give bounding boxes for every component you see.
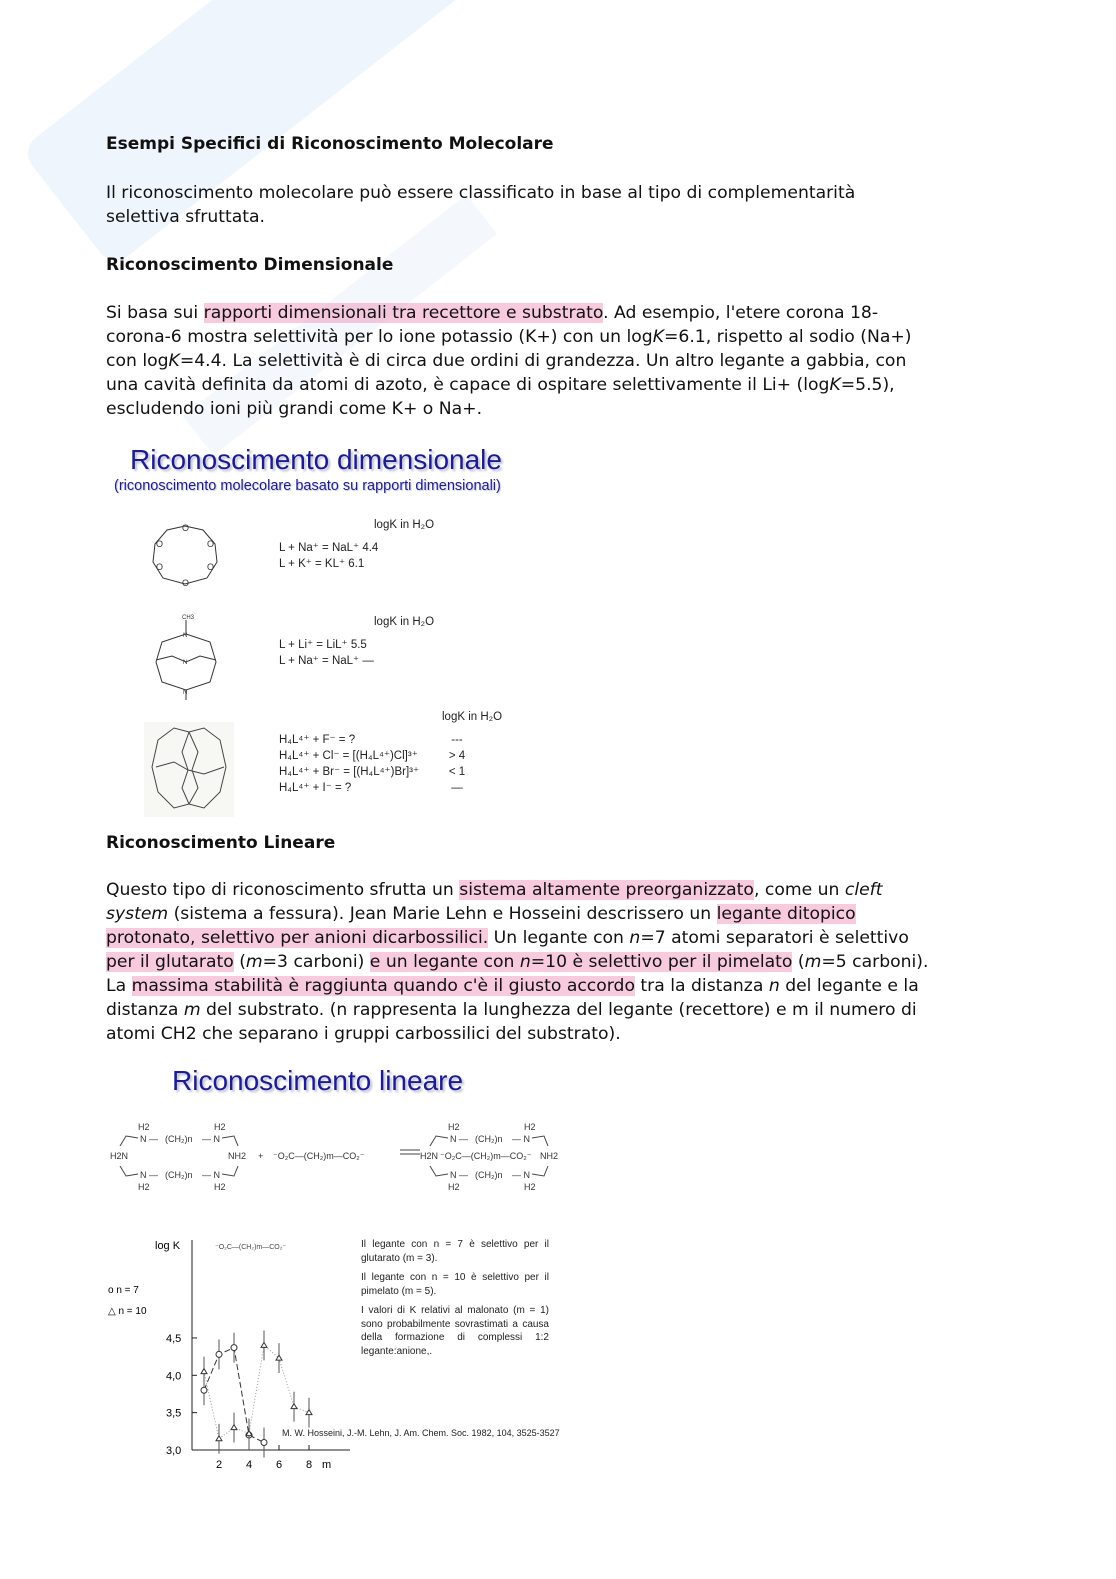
svg-text:O: O: [156, 539, 164, 549]
text-segment: del substrato. (n rappresenta la lunghezza del legante (recettore) e m il numero di: [200, 1000, 917, 1020]
page-title: Esempi Specifici di Riconoscimento Molecolare: [106, 134, 554, 154]
data-point-circle: [261, 1440, 267, 1446]
highlighted-text: per il glutarato: [106, 952, 234, 972]
legend-entry: o n = 7: [108, 1285, 139, 1296]
svg-text:H2: H2: [138, 1182, 150, 1192]
text-segment: La: [106, 976, 132, 996]
svg-text:H2: H2: [448, 1182, 460, 1192]
y-tick-label: 4,5: [166, 1332, 182, 1345]
crown-ether-structure: [145, 520, 225, 590]
text-line: [106, 950, 928, 974]
text-segment: Un legante con: [488, 928, 630, 948]
text-line: [106, 902, 928, 926]
logk-header: logK in H₂O: [442, 711, 503, 723]
text-segment: (: [792, 952, 805, 972]
highlighted-text: massima stabilità è raggiunta quando c'è il giusto accordo: [131, 976, 635, 996]
text-line: [106, 974, 928, 998]
svg-text:N: N: [183, 690, 188, 696]
svg-text:CH3: CH3: [182, 615, 195, 621]
svg-text:H2: H2: [214, 1182, 226, 1192]
linear-paragraph: [106, 878, 928, 1046]
cryptand-structure: [148, 612, 228, 702]
text-line: [106, 325, 912, 349]
text-line: Il riconoscimento molecolare può essere classificato in base al tipo di complementarità: [106, 183, 856, 203]
highlighted-text: sistema altamente preorganizzato: [459, 880, 754, 900]
plus-sign: +: [258, 1151, 264, 1161]
x-tick-label: 8: [306, 1459, 313, 1471]
text-segment: m: [183, 1000, 201, 1020]
y-tick-label: 4,0: [166, 1370, 182, 1383]
equation: L + Na⁺ = NaL⁺ 4.4: [279, 542, 379, 554]
svg-text:N: N: [183, 660, 188, 666]
text-segment: =5.5),: [840, 375, 895, 395]
data-point-triangle: [306, 1410, 312, 1415]
equation: L + Li⁺ = LiL⁺ 5.5: [279, 639, 367, 651]
chain-label: (CH₂)n: [165, 1134, 193, 1144]
text-segment: una cavità definita da atomi di azoto, è capace di ospitare selettivamente il Li+ (log: [106, 375, 830, 395]
note: I valori di K relativi al malonato (m = 1) sono probabilmente sovrastimati a causa della formazione di complessi 1:2 legante:anione,.: [361, 1305, 549, 1357]
data-point-circle: [201, 1387, 207, 1393]
highlighted-text: e un legante con: [369, 952, 520, 972]
chain-label: (CH₂)n: [475, 1134, 503, 1144]
text-segment: m: [804, 952, 822, 972]
y-axis-label: log K: [155, 1240, 181, 1252]
svg-text:H2: H2: [214, 1122, 226, 1132]
text-segment: n: [629, 928, 641, 948]
svg-text:O: O: [182, 578, 190, 588]
series-line: [204, 1345, 309, 1438]
text-segment: K: [829, 375, 841, 395]
note: Il legante con n = 10 è selettivo per il pimelato (m = 5).: [361, 1272, 549, 1297]
dimensional-paragraph: [106, 301, 912, 421]
svg-text:N —: N —: [450, 1170, 468, 1180]
note: Il legante con n = 7 è selettivo per il glutarato (m = 3).: [361, 1239, 549, 1264]
y-tick-label: 3,5: [166, 1407, 182, 1420]
slide-dimensional: [100, 440, 560, 820]
text-line: selettiva sfruttata.: [106, 207, 266, 227]
highlighted-text: protonato, selettivo per anioni dicarbossilici.: [106, 928, 489, 948]
text-line: [106, 998, 928, 1022]
text-segment: , come un: [753, 880, 845, 900]
svg-text:NH2: NH2: [540, 1151, 559, 1161]
text-segment: tra la distanza: [634, 976, 769, 996]
highlighted-text: =10 è selettivo per il pimelato: [530, 952, 793, 972]
x-tick-label: 4: [246, 1459, 253, 1471]
text-segment: system: [106, 904, 169, 924]
intro-paragraph: [106, 181, 855, 229]
data-point-triangle: [216, 1436, 222, 1441]
reaction-scheme: [110, 1122, 580, 1202]
svg-text:H2N: H2N: [110, 1151, 129, 1161]
svg-text:H2: H2: [524, 1122, 536, 1132]
equation: H₄L⁴⁺ + I⁻ = ?: [279, 782, 352, 794]
text-segment: cleft: [844, 880, 883, 900]
svg-text:O: O: [182, 523, 190, 533]
text-segment: del legante e la: [779, 976, 919, 996]
text-line: [106, 878, 928, 902]
text-segment: =3 carboni): [262, 952, 370, 972]
text-segment: escludendo ioni più grandi come K+ o Na+.: [106, 399, 483, 419]
svg-text:N —: N —: [140, 1170, 158, 1180]
svg-text:H2: H2: [524, 1182, 536, 1192]
svg-text:NH2: NH2: [228, 1151, 247, 1161]
text-segment: Questo tipo di riconoscimento sfrutta un: [106, 880, 460, 900]
logk-header: logK in H₂O: [374, 616, 435, 628]
data-point-circle: [216, 1351, 222, 1357]
slide-subtitle: (riconoscimento molecolare basato su rapporti dimensionali): [114, 478, 501, 494]
text-segment: =6.1, rispetto al sodio (Na+): [663, 327, 912, 347]
section-heading-dimensional: Riconoscimento Dimensionale: [106, 255, 394, 275]
text-segment: (sistema a fessura). Jean Marie Lehn e Hosseini descrissero un: [168, 904, 717, 924]
text-segment: atomi CH2 che separano i gruppi carbossilici del substrato).: [106, 1024, 621, 1044]
text-segment: distanza: [106, 1000, 184, 1020]
x-tick-label: 2: [216, 1459, 223, 1471]
text-line: [106, 349, 912, 373]
cage-ligand-structure: [144, 722, 234, 817]
highlighted-text: rapporti dimensionali tra recettore e substrato: [203, 303, 604, 323]
svg-text:H2: H2: [138, 1122, 150, 1132]
text-segment: corona-6 mostra selettività per lo ione potassio (K+) con un log: [106, 327, 653, 347]
text-segment: con log: [106, 351, 169, 371]
section-heading-linear: Riconoscimento Lineare: [106, 833, 336, 853]
chain-label: (CH₂)n: [475, 1170, 503, 1180]
anion-label: ⁻O₂C—(CH₂)m—CO₂⁻: [440, 1151, 532, 1161]
text-line: [106, 301, 912, 325]
text-line: [106, 926, 928, 950]
text-segment: . Ad esempio, l'etere corona 18-: [603, 303, 879, 323]
equations-cryptand: [279, 637, 374, 669]
equations-cage: [279, 732, 419, 796]
logk-header: logK in H₂O: [374, 519, 435, 531]
data-point-triangle: [291, 1404, 297, 1409]
svg-text:N —: N —: [450, 1134, 468, 1144]
equation: L + K⁺ = KL⁺ 6.1: [279, 558, 365, 570]
data-point-triangle: [261, 1342, 267, 1347]
text-line: [106, 397, 912, 421]
text-segment: =5 carboni).: [821, 952, 929, 972]
data-point-triangle: [201, 1369, 207, 1374]
text-line: [106, 1022, 928, 1046]
highlighted-text: legante ditopico: [716, 904, 856, 924]
equations-crown: [279, 540, 378, 572]
text-line: [106, 373, 912, 397]
citation: M. W. Hosseini, J.-M. Lehn, J. Am. Chem. Soc. 1982, 104, 3525-3527: [282, 1428, 560, 1438]
legend-entry: △ n = 10: [108, 1306, 147, 1317]
svg-text:H2N: H2N: [420, 1151, 439, 1161]
value: —: [451, 782, 463, 794]
value: > 4: [448, 750, 466, 762]
anion-formula: ⁻O₂C—(CH₂)m—CO₂⁻: [215, 1244, 287, 1251]
x-axis-label: m: [322, 1459, 332, 1471]
text-segment: K: [652, 327, 664, 347]
data-point-circle: [231, 1345, 237, 1351]
slide-linear: [100, 1060, 600, 1471]
svg-text:O: O: [156, 562, 164, 572]
x-tick-label: 6: [276, 1459, 283, 1471]
text-segment: =4.4. La selettività è di circa due ordini di grandezza. Un altro legante a gabbia, con: [179, 351, 907, 371]
value: ---: [451, 734, 463, 746]
chain-label: (CH₂)n: [165, 1170, 193, 1180]
equation: H₄L⁴⁺ + Br⁻ = [(H₄L⁴⁺)Br]³⁺: [279, 766, 420, 778]
value: < 1: [448, 766, 466, 778]
svg-text:O: O: [207, 562, 215, 572]
text-segment: K: [168, 351, 180, 371]
svg-text:— N: — N: [202, 1170, 220, 1180]
svg-text:— N: — N: [202, 1134, 220, 1144]
data-point-triangle: [276, 1355, 282, 1360]
text-segment: m: [245, 952, 263, 972]
svg-text:— N: — N: [512, 1170, 530, 1180]
text-segment: n: [768, 976, 780, 996]
y-tick-label: 3,0: [166, 1445, 182, 1457]
text-segment: Si basa sui: [106, 303, 204, 323]
svg-text:H2: H2: [448, 1122, 460, 1132]
svg-text:— N: — N: [512, 1134, 530, 1144]
text-segment: (: [233, 952, 246, 972]
equation: H₄L⁴⁺ + F⁻ = ?: [279, 734, 356, 746]
logk-chart: [100, 1225, 360, 1471]
svg-text:N: N: [183, 633, 188, 639]
text-segment: =7 atomi separatori è selettivo: [640, 928, 909, 948]
slide-title: Riconoscimento lineare: [172, 1065, 464, 1096]
logk-values-cage: [445, 732, 469, 796]
svg-text:O: O: [207, 539, 215, 549]
anion-label: ⁻O₂C—(CH₂)m—CO₂⁻: [273, 1151, 365, 1161]
svg-text:N —: N —: [140, 1134, 158, 1144]
highlighted-text: n: [519, 952, 531, 972]
chart-notes: [361, 1238, 549, 1358]
equation: L + Na⁺ = NaL⁺ —: [279, 655, 374, 667]
slide-title: Riconoscimento dimensionale: [130, 444, 502, 475]
data-point-triangle: [231, 1425, 237, 1430]
equation: H₄L⁴⁺ + Cl⁻ = [(H₄L⁴⁺)Cl]³⁺: [279, 750, 418, 762]
